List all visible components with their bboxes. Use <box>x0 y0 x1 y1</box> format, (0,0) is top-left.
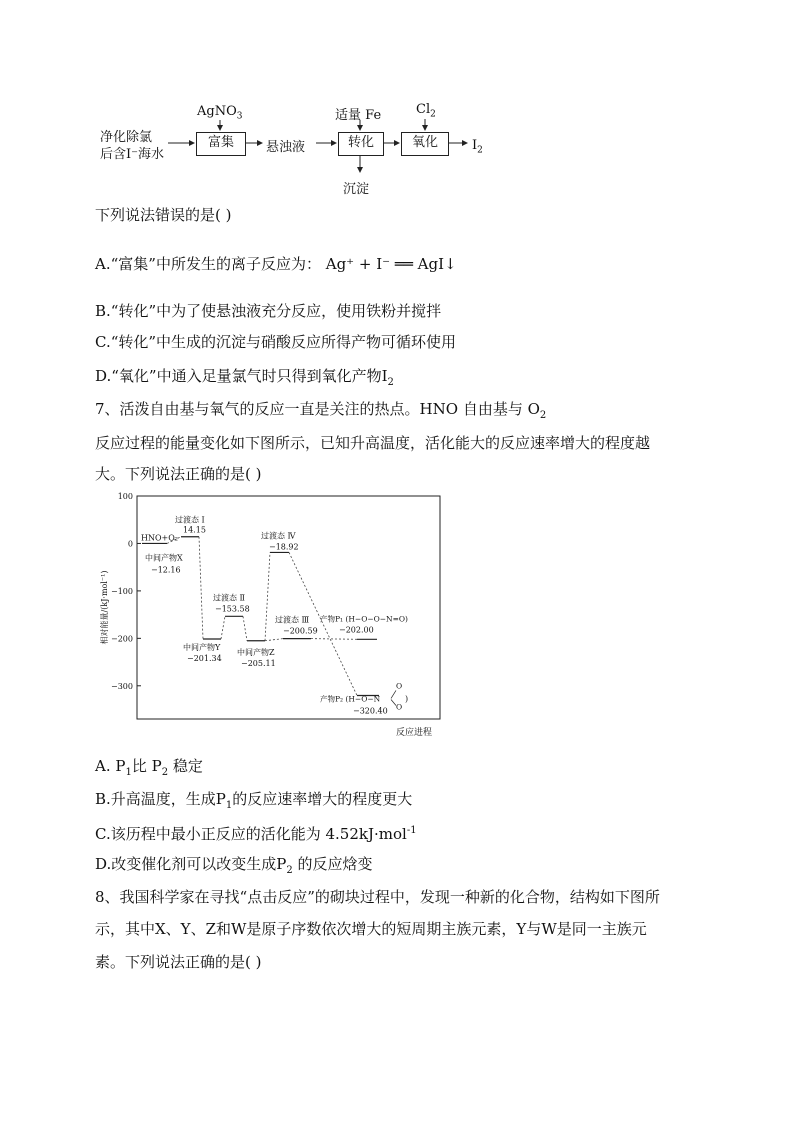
flow-step2-reagent: 适量 Fe <box>335 108 382 123</box>
label-ts1: 过渡态 Ⅰ <box>175 515 205 525</box>
path-segment-2 <box>199 537 203 639</box>
y-tick-label: 100 <box>117 492 133 501</box>
flow-step1-reagent: AgNO$_3$ <box>197 104 243 122</box>
q7-option-a[interactable]: A. $P_1$比 $P_2$ 稳定 <box>95 757 203 778</box>
flow-step3-reagent: $Cl_2$ <box>416 102 436 120</box>
y-tick-label: −200 <box>111 634 133 644</box>
q7-option-c[interactable]: C.该历程中最小正反应的活化能为 4.52kJ·mol$^{-1}$ <box>95 825 417 843</box>
flow-step2-byproduct: 沉淀 <box>343 182 370 197</box>
flow-step2-box: 转化 <box>338 132 384 156</box>
label-z-value: −205.11 <box>241 658 276 668</box>
label-start: HNO+O₂ <box>141 533 179 543</box>
label-y-value: −201.34 <box>187 653 222 663</box>
q8-stem-line3: 素。下列说法正确的是( ) <box>95 953 262 971</box>
q6-option-a-equation: Ag⁺ + I⁻ ══ AgI↓ <box>325 255 457 273</box>
y-tick-label: −100 <box>111 586 133 596</box>
q6-option-c[interactable]: C.“转化”中生成的沉淀与硝酸反应所得产物可循环使用 <box>95 333 457 351</box>
q7-stem-line3: 大。下列说法正确的是( ) <box>95 465 262 483</box>
path-segment-7 <box>311 639 357 640</box>
label-ts2: 过渡态 Ⅱ <box>213 593 245 603</box>
energy-profile-chart <box>95 486 455 746</box>
label-p2-o-upper: O <box>396 681 403 691</box>
y-axis-label: 相对能量/(kJ·mol⁻¹) <box>100 570 109 645</box>
q6-option-a[interactable]: A.“富集”中所发生的离子反应为： Ag⁺ + I⁻ ══ AgI↓ <box>95 255 457 273</box>
path-segment-4 <box>243 616 247 640</box>
label-ts3: 过渡态 Ⅲ <box>275 615 310 625</box>
flow-arrows <box>0 0 794 200</box>
path-segment-5 <box>265 552 270 640</box>
label-z: 中间产物Z <box>237 647 275 657</box>
q8-stem-line1: 8、我国科学家在寻找“点击反应”的砌块过程中，发现一种新的化合物，结构如下图所 <box>95 888 660 906</box>
label-x-value: −12.16 <box>151 565 181 575</box>
flow-step1-box: 富集 <box>196 132 246 156</box>
label-p2: 产物P₂ (H−O−N <box>320 694 381 704</box>
label-y: 中间产物Y <box>183 642 221 652</box>
label-p1: 产物P₁ (H−O−O−N=O) <box>320 614 408 624</box>
label-p2-close: ) <box>405 694 409 704</box>
q7-option-b[interactable]: B.升高温度，生成$P_1$的反应速率增大的程度更大 <box>95 790 413 811</box>
label-ts4-value: −18.92 <box>269 542 299 552</box>
x-axis-label: 反应进程 <box>395 728 432 738</box>
label-p2-value: −320.40 <box>353 706 388 716</box>
q8-stem-line2: 示，其中X、Y、Z和W是原子序数依次增大的短周期主族元素，Y与W是同一主族元 <box>95 920 647 938</box>
q7-stem-line1: 7、活泼自由基与氧气的反应一直是关注的热点。HNO 自由基与 $O_2$ <box>95 400 547 421</box>
p2-bond-upper <box>391 690 396 698</box>
q6-option-b[interactable]: B.“转化”中为了使悬浊液充分反应，使用铁粉并搅拌 <box>95 302 442 320</box>
q7-option-d[interactable]: D.改变催化剂可以改变生成$P_2$ 的反应焓变 <box>95 855 373 876</box>
y-tick-label: 0 <box>127 539 133 549</box>
label-p2-o-lower: O <box>396 702 403 712</box>
q7-stem-line2: 反应过程的能量变化如下图所示，已知升高温度，活化能大的反应速率增大的程度越 <box>95 434 651 452</box>
flow-feed-line1: 净化除氯 <box>100 130 153 145</box>
label-ts4: 过渡态 Ⅳ <box>261 531 296 541</box>
q6-option-d[interactable]: D.“氧化”中通入足量氯气时只得到氧化产物$I_2$ <box>95 367 394 388</box>
path-segment-6 <box>265 639 283 641</box>
y-tick-label: −300 <box>111 681 133 691</box>
flow-intermediate: 悬浊液 <box>266 140 306 155</box>
label-ts1-value: 14.15 <box>183 525 206 535</box>
q6-prompt: 下列说法错误的是( ) <box>95 206 232 224</box>
path-segment-3 <box>221 616 225 639</box>
flow-feed-line2: 后含I⁻海水 <box>100 147 164 162</box>
label-x: 中间产物X <box>145 553 183 563</box>
flow-product: $I_2$ <box>472 138 483 156</box>
label-ts2-value: −153.58 <box>215 604 250 614</box>
label-p1-value: −202.00 <box>339 625 374 635</box>
flow-step3-box: 氧化 <box>401 132 449 156</box>
label-ts3-value: −200.59 <box>283 626 318 636</box>
